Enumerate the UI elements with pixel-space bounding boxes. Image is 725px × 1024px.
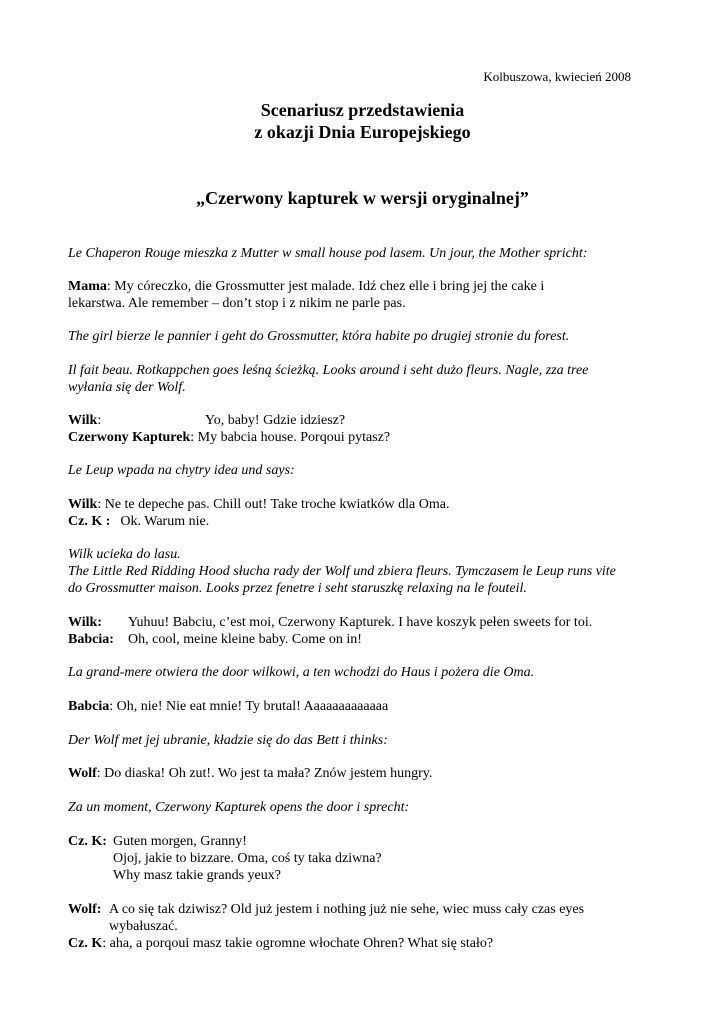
narration-3-line-2: wyłania się der Wolf. xyxy=(68,380,186,395)
line-text: : My córeczko, die Grossmutter jest malade. Idź chez elle i bring jej the cake i xyxy=(106,279,545,294)
dialogue-czk-2-line-2: Ojoj, jakie to bizzare. Oma, coś ty taka dziwna? xyxy=(113,851,382,866)
dialogue-babcia-1-text: Oh, cool, meine kleine baby. Come on in! xyxy=(128,632,362,647)
dialogue-babcia-1 xyxy=(68,631,114,648)
line-text: : aha, a porqoui masz takie ogromne włochate Ohren? What się stało? xyxy=(102,936,494,951)
dialogue-kapturek-1 xyxy=(68,429,390,446)
dialogue-czk-3 xyxy=(68,935,493,952)
dialogue-wilk-3 xyxy=(68,614,102,631)
line-text: : Ne te depeche pas. Chill out! Take troche kwiatków dla Oma. xyxy=(97,497,450,512)
colon: : xyxy=(97,413,102,428)
narration-5-line-2: The Little Red Ridding Hood słucha rady der Wolf und zbiera fleurs. Tymczasem le Leup runs vite xyxy=(68,564,616,579)
line-text: : My babcia house. Porqoui pytasz? xyxy=(190,430,391,445)
dialogue-czk-2-line-3: Why masz takie grands yeux? xyxy=(113,868,281,883)
speaker-babcia: Babcia xyxy=(68,699,110,714)
narration-2: The girl bierze le pannier i geht do Grossmutter, która habite po drugiej stronie du forest. xyxy=(68,329,570,344)
speaker-wolf: Wolf xyxy=(68,766,97,781)
narration-8: Za un moment, Czerwony Kapturek opens the door i sprecht: xyxy=(68,800,410,815)
speaker-wilk: Wilk xyxy=(68,497,98,512)
place-date: Kolbuszowa, kwiecień 2008 xyxy=(483,69,631,84)
speaker-wolf: Wolf: xyxy=(68,902,102,917)
dialogue-mama-cont: lekarstwa. Ale remember – don’t stop i z nikim ne parle pas. xyxy=(68,296,406,311)
narration-5-line-3: do Grossmutter maison. Looks przez fenetre i seht staruszkę relaxing na le fouteil. xyxy=(68,581,527,596)
dialogue-wolf-1 xyxy=(68,765,432,782)
narration-3-line-1: Il fait beau. Rotkappchen goes leśną ścieżką. Looks around i seht dużo fleurs. Nagle, zza tree xyxy=(68,363,589,378)
speaker-cz-k: Cz. K xyxy=(68,936,103,951)
speaker-babcia: Babcia: xyxy=(68,632,114,647)
play-subtitle: „Czerwony kapturek w wersji oryginalnej” xyxy=(196,188,529,208)
line-text: : Oh, nie! Nie eat mnie! Ty brutal! Aaaaaaaaaaaaa xyxy=(109,699,389,714)
speaker-cz-k: Cz. K : xyxy=(68,514,111,529)
speaker-wilk: Wilk xyxy=(68,413,98,428)
dialogue-czk-2-line-1: Guten morgen, Granny! xyxy=(113,834,247,849)
dialogue-wilk-1 xyxy=(68,412,101,429)
narration-7: Der Wolf met jej ubranie, kładzie się do das Bett i thinks: xyxy=(68,733,388,748)
speaker-mama: Mama xyxy=(68,279,107,294)
dialogue-mama xyxy=(68,278,544,295)
speaker-czerwony-kapturek: Czerwony Kapturek xyxy=(68,430,191,445)
narration-4: Le Leup wpada na chytry idea und says: xyxy=(68,463,295,478)
dialogue-wilk-2 xyxy=(68,496,449,513)
speaker-cz-k: Cz. K: xyxy=(68,834,107,849)
dialogue-babcia-2 xyxy=(68,698,388,715)
dialogue-wolf-2-line-1: A co się tak dziwisz? Old już jestem i nothing już nie sehe, wiec muss cały czas eyes xyxy=(109,902,585,917)
dialogue-wolf-2 xyxy=(68,901,101,918)
dialogue-czk-1 xyxy=(68,513,209,530)
dialogue-wilk-3-text: Yuhuu! Babciu, c’est moi, Czerwony Kapturek. I have koszyk pełen sweets for toi. xyxy=(128,615,593,630)
dialogue-czk-2 xyxy=(68,833,107,850)
dialogue-wilk-1-text: Yo, baby! Gdzie idziesz? xyxy=(205,413,346,428)
narration-6: La grand-mere otwiera the door wilkowi, a ten wchodzi do Haus i pożera die Oma. xyxy=(68,665,535,680)
narration-1: Le Chaperon Rouge mieszka z Mutter w small house pod lasem. Un jour, the Mother spricht: xyxy=(68,246,588,261)
line-text: Ok. Warum nie. xyxy=(120,514,210,529)
speaker-wilk: Wilk: xyxy=(68,615,102,630)
narration-5-line-1: Wilk ucieka do lasu. xyxy=(68,547,181,562)
title-line-1: Scenariusz przedstawienia xyxy=(260,100,465,120)
dialogue-wolf-2-line-2: wybałuszać. xyxy=(109,919,178,934)
line-text: : Do diaska! Oh zut!. Wo jest ta mała? Znów jestem hungry. xyxy=(96,766,433,781)
title-line-2: z okazji Dnia Europejskiego xyxy=(254,122,471,142)
